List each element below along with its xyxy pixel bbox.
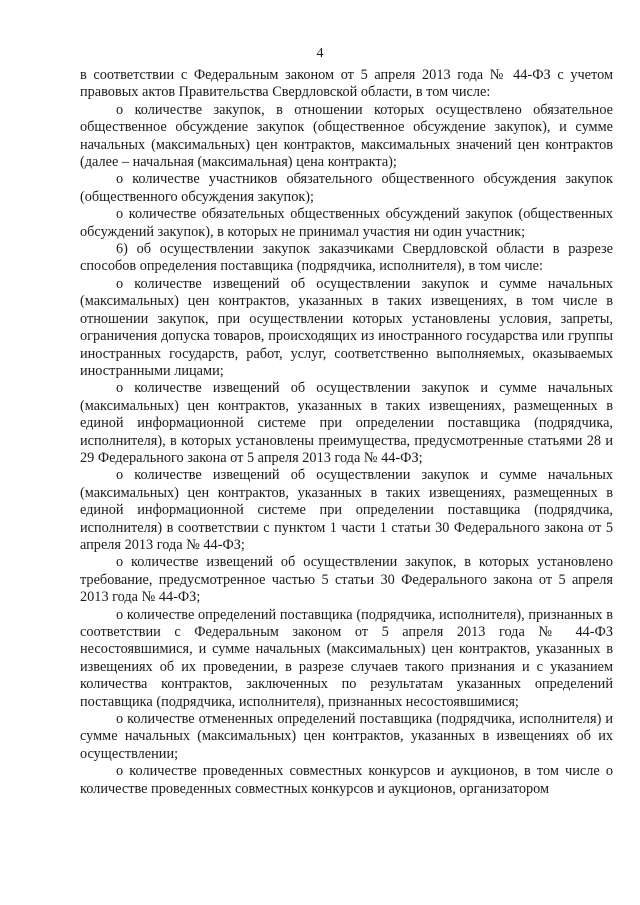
paragraph-intro: в соответствии с Федеральным законом от 5 апреля 2013 года № 44-ФЗ с учетом правовых актов Правительства Свердловской области, в том числе: xyxy=(80,67,613,101)
paragraph-item-6: 6) об осуществлении закупок заказчиками Свердловской области в разрезе способов определения поставщика (подрядчика, исполнителя), в том числе: xyxy=(80,241,613,275)
paragraph-discussion-participants: о количестве участников обязательного общественного обсуждения закупок (общественного обсуждения закупок); xyxy=(80,171,613,205)
paragraph-joint-tenders: о количестве проведенных совместных конкурсов и аукционов, в том числе о количестве проведенных совместных конкурсов и аукционов, организатором xyxy=(80,763,613,797)
page-number: 4 xyxy=(316,46,324,61)
paragraph-notices-article-30: о количестве извещений об осуществлении закупок и сумме начальных (максимальных) цен контрактов, указанных в таких извещениях, размещенных в единой информационной системе при определении поставщика (подрядчика, исполнителя) в соответствии с пунктом 1 части 1 статьи 30 Федерального закона от 5 апреля 2013 года № 44-ФЗ; xyxy=(80,467,613,553)
document-body xyxy=(80,67,613,798)
paragraph-public-discussion-count: о количестве закупок, в отношении которых осуществлено обязательное общественное обсуждение закупок (общественное обсуждение закупок), и сумме начальных (максимальных) цен контрактов, максимальных значений цен контрактов (далее – начальная (максимальная) цена контракта); xyxy=(80,101,613,171)
paragraph-discussions-no-participants: о количестве обязательных общественных обсуждений закупок (общественных обсуждений закупок), в которых не принимал участия ни один участник; xyxy=(80,206,613,240)
paragraph-notices-advantages: о количестве извещений об осуществлении закупок и сумме начальных (максимальных) цен контрактов, указанных в таких извещениях, размещенных в единой информационной системе при определении поставщика (подрядчика, исполнителя), в которых установлены преимущества, предусмотренные статьями 28 и 29 Федерального закона от 5 апреля 2013 года № 44-ФЗ; xyxy=(80,380,613,466)
paragraph-cancelled-determinations: о количестве отмененных определений поставщика (подрядчика, исполнителя) и сумме начальных (максимальных) цен контрактов, указанных в извещениях об их осуществлении; xyxy=(80,711,613,762)
paragraph-notices-article-30-part-5: о количестве извещений об осуществлении закупок, в которых установлено требование, предусмотренное частью 5 статьи 30 Федерального закона от 5 апреля 2013 года № 44-ФЗ; xyxy=(80,554,613,606)
paragraph-failed-determinations: о количестве определений поставщика (подрядчика, исполнителя), признанных в соответствии с Федеральным законом от 5 апреля 2013 года № 44-ФЗ несостоявшимися, и сумме начальных (максимальных) цен контрактов, указанных в извещениях об их проведении, в разрезе случаев такого признания и с указанием количества контрактов, заключенных по результатам указанных определений поставщика (подрядчика, исполнителя), признанных несостоявшимися; xyxy=(80,606,613,710)
paragraph-notices-restrictions: о количестве извещений об осуществлении закупок и сумме начальных (максимальных) цен контрактов, указанных в таких извещениях, в том числе в отношении закупок, при осуществлении которых установлены условия, запреты, ограничения допуска товаров, происходящих из иностранного государства или группы иностранных государств, работ, услуг, соответственно выполняемых, оказываемых иностранными лицами; xyxy=(80,275,613,379)
